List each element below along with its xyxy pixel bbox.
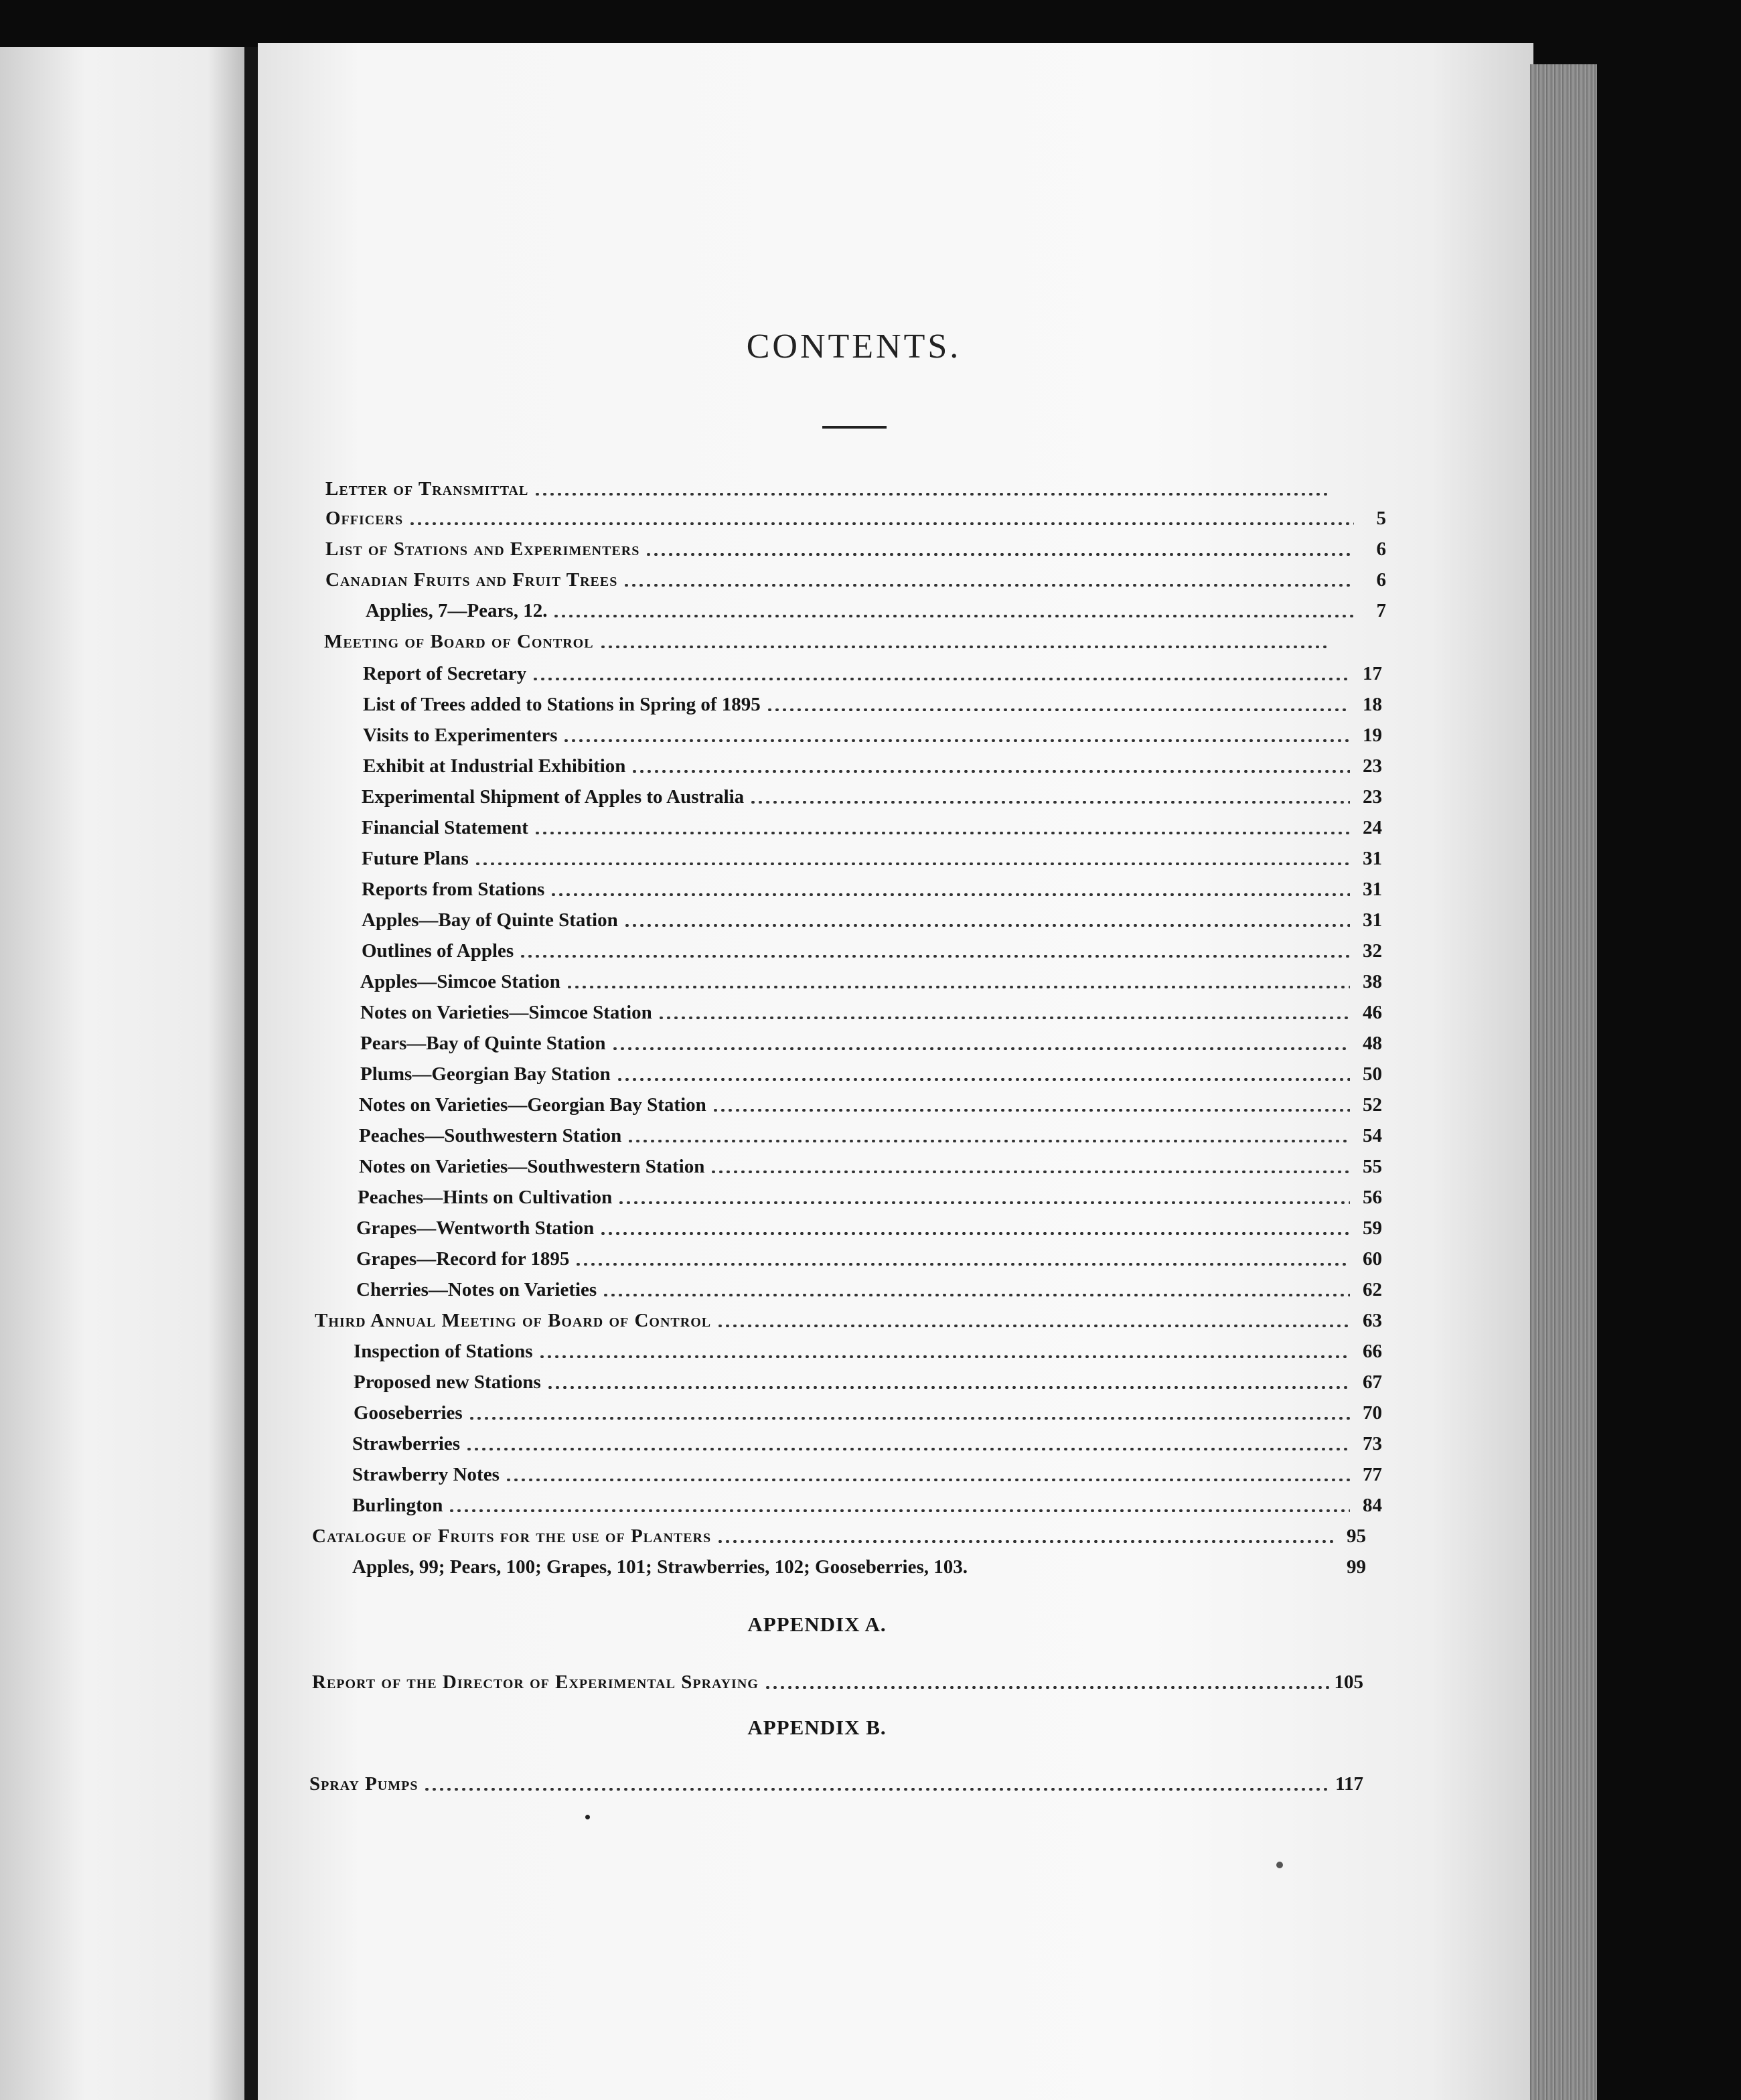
leader-dots [534, 493, 1330, 496]
entry-label: Strawberries [352, 1433, 461, 1454]
entry-label: Visits to Experimenters [363, 725, 558, 746]
entry-label: Spray Pumps [309, 1773, 419, 1795]
entry-page: 63 [1363, 1310, 1382, 1331]
entry-page: 66 [1363, 1341, 1382, 1362]
toc-entry [362, 905, 1382, 935]
entry-page: 18 [1363, 694, 1382, 715]
entry-label: Future Plans [362, 848, 469, 869]
toc-entry [363, 751, 1382, 781]
entry-label: Meeting of Board of Control [324, 631, 594, 652]
leader-dots [645, 553, 1354, 556]
entry-label: Applies, 7—Pears, 12. [366, 600, 548, 621]
toc-entry [360, 1059, 1382, 1089]
leader-dots [465, 1448, 1350, 1450]
leader-dots [552, 615, 1354, 617]
entry-page: 24 [1363, 817, 1382, 838]
leader-dots [766, 708, 1350, 711]
leader-dots [602, 1294, 1350, 1296]
entry-page: 38 [1363, 971, 1382, 992]
leader-dots [716, 1325, 1350, 1327]
entry-page: 6 [1376, 538, 1386, 560]
leader-dots [631, 770, 1350, 773]
toc-entry [362, 813, 1382, 842]
toc-entry [352, 1460, 1382, 1489]
ink-speck [585, 1815, 590, 1819]
entry-page: 19 [1363, 725, 1382, 746]
leader-dots [519, 955, 1350, 958]
toc-entry [360, 967, 1382, 996]
toc-entry [362, 875, 1382, 904]
toc-entry [358, 1183, 1382, 1212]
entry-label: Report of the Director of Experimental Spraying [312, 1671, 759, 1693]
toc-entry [360, 1029, 1382, 1058]
leader-dots [623, 924, 1350, 927]
leader-dots [566, 986, 1350, 988]
leader-dots [423, 1788, 1330, 1791]
entry-label: Third Annual Meeting of Board of Control [315, 1310, 712, 1331]
entry-label: Exhibit at Industrial Exhibition [363, 755, 626, 777]
entry-label: Canadian Fruits and Fruit Trees [325, 569, 618, 591]
entry-page: 5 [1376, 508, 1386, 529]
entry-label: Reports from Stations [362, 879, 545, 900]
toc-entry [362, 844, 1382, 873]
toc-entry [363, 690, 1382, 719]
entry-page: 73 [1363, 1433, 1382, 1454]
toc-entry [356, 1275, 1382, 1304]
title-rule [822, 426, 887, 429]
entry-page: 54 [1363, 1125, 1382, 1146]
entry-page: 70 [1363, 1402, 1382, 1424]
entry-label: List of Stations and Experimenters [325, 538, 640, 560]
leader-dots [617, 1201, 1350, 1204]
toc-entry [360, 998, 1382, 1027]
ink-speck [1276, 1862, 1283, 1868]
entry-label: Notes on Varieties—Southwestern Station [359, 1156, 705, 1177]
entry-label: Grapes—Wentworth Station [356, 1217, 595, 1239]
leader-dots [468, 1417, 1350, 1420]
entry-page: 7 [1376, 600, 1386, 621]
entry-page: 59 [1363, 1217, 1382, 1239]
leader-dots [658, 1017, 1350, 1019]
entry-label: Notes on Varieties—Georgian Bay Station [359, 1094, 706, 1116]
toc-entry [359, 1152, 1382, 1181]
entry-label: Apples—Bay of Quinte Station [362, 909, 618, 931]
page-edge [1530, 64, 1597, 2100]
leader-dots [448, 1509, 1350, 1512]
toc-entry [356, 1213, 1382, 1243]
appendix-a-entry [312, 1667, 1363, 1697]
entry-label: Experimental Shipment of Apples to Australia [362, 786, 745, 808]
facing-page [0, 47, 244, 2100]
toc-entry [359, 1090, 1382, 1120]
leader-dots [550, 893, 1350, 896]
toc-entry [325, 565, 1386, 595]
entry-page: 99 [1347, 1556, 1366, 1578]
entry-label: Apples—Simcoe Station [360, 971, 560, 992]
leader-dots [599, 646, 1330, 648]
leader-dots [710, 1171, 1350, 1173]
appendix-b-entry [309, 1769, 1363, 1799]
book-gutter [244, 47, 258, 2100]
leader-dots [474, 862, 1350, 865]
entry-label: Cherries—Notes on Varieties [356, 1279, 597, 1300]
entry-page: 17 [1363, 663, 1382, 684]
entry-label: Outlines of Apples [362, 940, 514, 962]
leader-dots [538, 1355, 1351, 1358]
entry-page: 77 [1363, 1464, 1382, 1485]
leader-dots [973, 1571, 1334, 1574]
toc-entry [362, 782, 1382, 812]
leader-dots [749, 801, 1350, 804]
entry-label: Financial Statement [362, 817, 528, 838]
entry-label: Letter of Transmittal [325, 478, 529, 500]
entry-label: Notes on Varieties—Simcoe Station [360, 1002, 652, 1023]
appendix-a-heading: APPENDIX A. [747, 1612, 887, 1636]
toc-entry [352, 1429, 1382, 1458]
leader-dots [575, 1263, 1350, 1266]
toc-entry [363, 721, 1382, 750]
toc-entry [354, 1367, 1382, 1397]
entry-page: 105 [1334, 1671, 1363, 1693]
toc-entry [315, 1306, 1382, 1335]
entry-label: Burlington [352, 1495, 443, 1516]
leader-dots [716, 1540, 1334, 1543]
entry-page: 60 [1363, 1248, 1382, 1270]
entry-page: 52 [1363, 1094, 1382, 1116]
toc-entry [352, 1491, 1382, 1520]
toc-entry [354, 1398, 1382, 1428]
entry-label: Catalogue of Fruits for the use of Planters [312, 1525, 712, 1547]
entry-label: Proposed new Stations [354, 1371, 541, 1393]
entry-label: Peaches—Hints on Cultivation [358, 1187, 613, 1208]
toc-entry [325, 534, 1386, 564]
toc-entry [312, 1521, 1366, 1551]
entry-page: 46 [1363, 1002, 1382, 1023]
entry-page: 56 [1363, 1187, 1382, 1208]
appendix-b-heading: APPENDIX B. [747, 1716, 887, 1739]
entry-label: Gooseberries [354, 1402, 463, 1424]
entry-page: 55 [1363, 1156, 1382, 1177]
entry-label: Pears—Bay of Quinte Station [360, 1033, 606, 1054]
leader-dots [712, 1109, 1350, 1112]
entry-page: 32 [1363, 940, 1382, 962]
leader-dots [546, 1386, 1350, 1389]
leader-dots [534, 832, 1350, 834]
entry-page: 31 [1363, 848, 1382, 869]
entry-label: Grapes—Record for 1895 [356, 1248, 570, 1270]
leader-dots [627, 1140, 1350, 1142]
toc-entry [366, 596, 1386, 625]
leader-dots [505, 1479, 1350, 1481]
entry-page: 48 [1363, 1033, 1382, 1054]
entry-page: 31 [1363, 909, 1382, 931]
entry-label: Report of Secretary [363, 663, 527, 684]
toc-entry [356, 1244, 1382, 1274]
leader-dots [562, 739, 1350, 742]
toc-entry [362, 936, 1382, 966]
leader-dots [532, 678, 1350, 680]
toc-entry [363, 659, 1382, 688]
leader-dots [611, 1047, 1350, 1050]
leader-dots [616, 1078, 1350, 1081]
entry-page: 95 [1347, 1525, 1366, 1547]
entry-label: List of Trees added to Stations in Spring of 1895 [363, 694, 761, 715]
leader-dots [623, 584, 1354, 587]
leader-dots [408, 522, 1354, 525]
entry-label: Inspection of Stations [354, 1341, 533, 1362]
toc-entry [352, 1552, 1366, 1582]
leader-dots [599, 1232, 1350, 1235]
page-title: CONTENTS. [746, 327, 962, 366]
toc-entry [325, 504, 1386, 533]
toc-entry [359, 1121, 1382, 1150]
entry-page: 6 [1376, 569, 1386, 591]
entry-label: Plums—Georgian Bay Station [360, 1063, 611, 1085]
entry-page: 31 [1363, 879, 1382, 900]
entry-page: 117 [1335, 1773, 1363, 1795]
entry-page: 50 [1363, 1063, 1382, 1085]
toc-entry [324, 627, 1362, 656]
entry-page: 84 [1363, 1495, 1382, 1516]
entry-label: Strawberry Notes [352, 1464, 500, 1485]
toc-entry [354, 1337, 1382, 1366]
entry-label: Peaches—Southwestern Station [359, 1125, 622, 1146]
entry-label: Officers [325, 508, 404, 529]
entry-page: 67 [1363, 1371, 1382, 1393]
entry-label: Apples, 99; Pears, 100; Grapes, 101; Strawberries, 102; Gooseberries, 103. [352, 1556, 968, 1578]
entry-page: 62 [1363, 1279, 1382, 1300]
entry-page: 23 [1363, 755, 1382, 777]
leader-dots [764, 1686, 1329, 1689]
entry-page: 23 [1363, 786, 1382, 808]
toc-entry [325, 474, 1362, 504]
